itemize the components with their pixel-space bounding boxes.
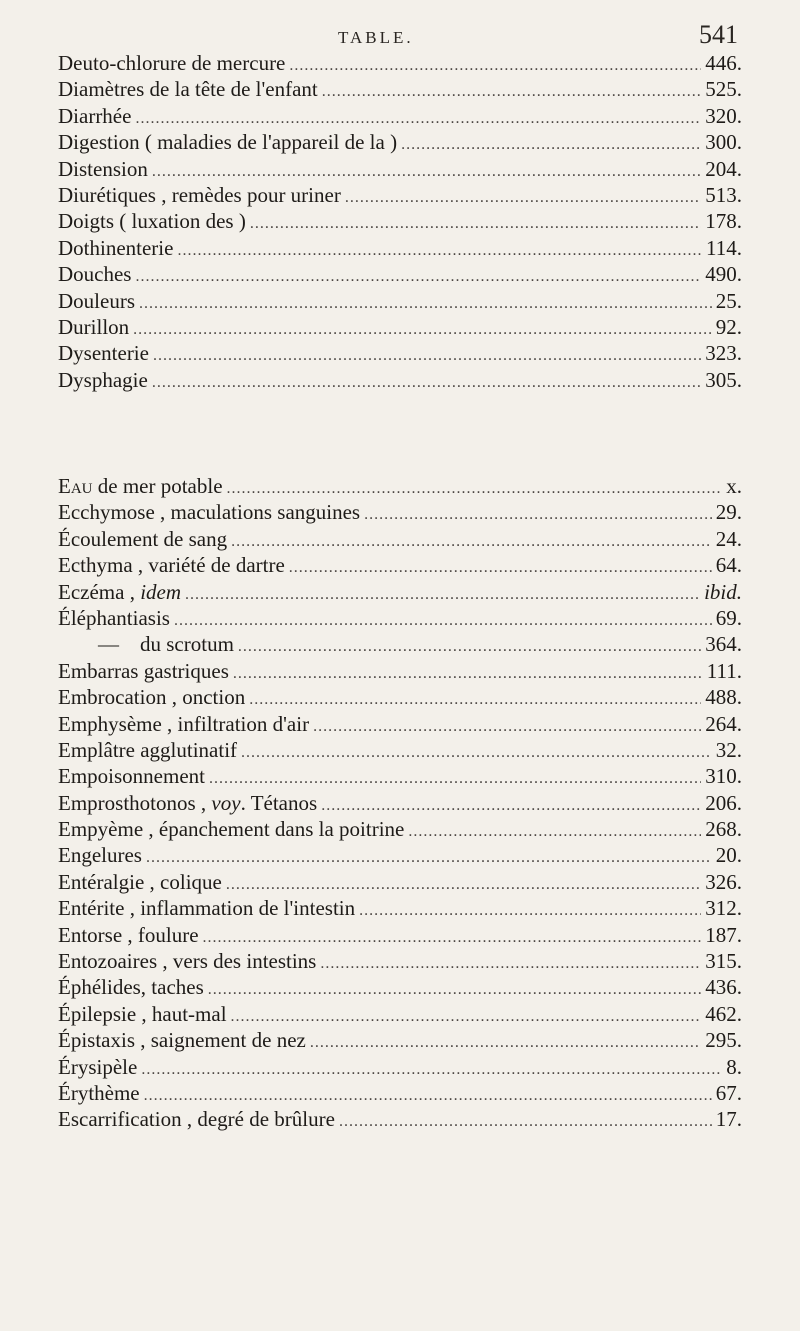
index-entry (58, 340, 742, 366)
index-page-ref: 323. (705, 341, 742, 366)
index-term: Diurétiques , remèdes pour uriner (58, 182, 341, 207)
dot-leader (241, 740, 712, 763)
index-term-lead: Eau (58, 474, 93, 498)
index-section-e (58, 473, 742, 1133)
dot-leader (401, 132, 701, 155)
dot-leader (322, 79, 702, 102)
index-page-ref: 24. (715, 526, 742, 551)
index-entry (58, 658, 742, 684)
dot-leader (289, 555, 712, 578)
index-entry (58, 605, 742, 631)
dot-leader (289, 53, 701, 76)
dot-leader (408, 819, 701, 842)
dot-leader (146, 845, 712, 868)
dot-leader (227, 476, 723, 499)
dot-leader (144, 1083, 712, 1106)
dot-leader (135, 264, 701, 287)
dot-leader (250, 211, 701, 234)
index-entry (58, 182, 742, 208)
index-page-ref: 525. (705, 77, 742, 102)
index-page-ref: 295. (705, 1028, 742, 1053)
index-term: Entorse , foulure (58, 922, 199, 947)
index-page-ref: 320. (705, 103, 742, 128)
index-page-ref: 312. (705, 896, 742, 921)
index-entry (58, 974, 742, 1000)
index-entry (58, 895, 742, 921)
dot-leader (226, 872, 701, 895)
index-term: Emplâtre agglutinatif (58, 737, 238, 762)
index-term: Empoisonnement (58, 764, 205, 789)
index-term: Deuto-chlorure de mercure (58, 51, 286, 75)
index-term: Embarras gastriques (58, 658, 229, 683)
index-entry (58, 314, 742, 340)
index-entry (58, 790, 742, 816)
dot-leader (313, 714, 701, 737)
dot-leader (238, 634, 701, 657)
index-entry (58, 1027, 742, 1053)
index-page-ref: 92. (715, 314, 742, 339)
index-term: Doigts ( luxation des ) (58, 209, 246, 234)
index-entry (58, 1106, 742, 1132)
index-term: Érysipèle (58, 1054, 138, 1079)
index-entry (58, 103, 742, 129)
dot-leader (310, 1030, 701, 1053)
index-term: Escarrification , degré de brûlure (58, 1107, 335, 1132)
index-page-ref: 300. (705, 130, 742, 155)
index-term: Douches (58, 262, 132, 287)
dot-leader (177, 238, 702, 261)
index-page-ref: 114. (706, 235, 742, 260)
index-entry (58, 76, 742, 102)
dot-leader (174, 608, 712, 631)
running-head (0, 20, 800, 50)
index-page-ref: x. (726, 474, 742, 498)
index-entry (58, 499, 742, 525)
index-entry (58, 367, 742, 393)
index-page-ref: 111. (706, 658, 742, 683)
index-term: Entéralgie , colique (58, 869, 222, 894)
index-page-ref: 64. (715, 553, 742, 578)
index-term: Épistaxis , saignement de nez (58, 1028, 306, 1053)
index-page-ref: 204. (705, 156, 742, 181)
index-entry (58, 684, 742, 710)
index-term: Dothinenterie (58, 235, 174, 260)
index-term: Engelures (58, 843, 142, 868)
dot-leader (321, 793, 701, 816)
dot-leader (141, 1057, 722, 1080)
dot-leader (208, 977, 701, 1000)
index-page-ref: 364. (705, 632, 742, 657)
index-entry (58, 869, 742, 895)
index-page-ref: 326. (705, 869, 742, 894)
index-term: Écoulement de sang (58, 526, 228, 551)
dot-leader (359, 898, 701, 921)
dot-leader (231, 529, 712, 552)
index-entry (58, 526, 742, 552)
index-term: Diamètres de la tête de l'enfant (58, 77, 318, 102)
index-entry (58, 631, 742, 657)
index-term: Distension (58, 156, 148, 181)
index-page-ref: 315. (705, 949, 742, 974)
index-section-d (58, 50, 742, 393)
index-term: Dysenterie (58, 341, 149, 366)
index-term: Emphysème , infiltration d'air (58, 711, 310, 736)
index-term: Ecthyma , variété de dartre (58, 553, 285, 578)
index-page-ref-italic: ibid. (704, 579, 742, 604)
index-term: Ecchymose , maculations sanguines (58, 500, 361, 525)
index-term: Embrocation , onction (58, 685, 246, 710)
dot-leader (152, 159, 701, 182)
index-page-ref: 513. (705, 182, 742, 207)
dot-leader (133, 317, 712, 340)
index-entry (58, 50, 742, 76)
index-entry (58, 156, 742, 182)
dot-leader (135, 106, 701, 129)
dot-leader (345, 185, 701, 208)
index-page-ref: 310. (705, 764, 742, 789)
dot-leader (203, 925, 702, 948)
index-page-ref: 20. (715, 843, 742, 868)
dot-leader (152, 370, 701, 393)
index-page-ref: 29. (715, 500, 742, 525)
index-entry (58, 842, 742, 868)
index-page-ref (704, 579, 742, 605)
index-entry (58, 129, 742, 155)
index-term: Diarrhée (58, 103, 132, 128)
page-number: 541 (699, 20, 738, 49)
index-page-ref: 32. (715, 737, 742, 762)
index-term-rest: de mer potable (92, 474, 223, 498)
index-page-ref: 187. (705, 922, 742, 947)
index-entry (58, 579, 742, 605)
index-term: Éléphantiasis (58, 605, 170, 630)
index-term (58, 473, 223, 499)
index-term: Dysphagie (58, 367, 148, 392)
index-entry (58, 763, 742, 789)
index-term-italic: voy (211, 790, 241, 815)
index-page-ref: 305. (705, 367, 742, 392)
dot-leader (320, 951, 701, 974)
dot-leader (185, 582, 700, 605)
index-term-after: . Tétanos (240, 790, 318, 815)
index-entry (58, 1001, 742, 1027)
index-page-ref: 488. (705, 685, 742, 710)
index-entry (58, 288, 742, 314)
index-page-ref: 490. (705, 262, 742, 287)
index-page-ref: 67. (715, 1080, 742, 1105)
index-page-ref: 8. (726, 1054, 742, 1079)
index-term: Empyème , épanchement dans la poitrine (58, 817, 405, 842)
index-term: Entérite , inflammation de l'intestin (58, 896, 356, 921)
dot-leader (339, 1109, 712, 1132)
index-entry (58, 816, 742, 842)
dot-leader (231, 1004, 702, 1027)
dot-leader (153, 343, 701, 366)
index-term: Douleurs (58, 288, 135, 313)
index-term-text: Eczéma , (58, 579, 141, 604)
index-page-ref: 462. (705, 1001, 742, 1026)
index-entry (58, 1080, 742, 1106)
index-term: Érythème (58, 1080, 140, 1105)
index-entry (58, 948, 742, 974)
index-entry (58, 552, 742, 578)
index-term: Durillon (58, 314, 130, 339)
running-title: TABLE. (338, 28, 414, 47)
index-entry (58, 711, 742, 737)
index-page-ref: 446. (705, 51, 742, 75)
index-page-ref: 206. (705, 790, 742, 815)
index-entry (58, 922, 742, 948)
index-term: Épilepsie , haut-mal (58, 1001, 227, 1026)
index-page-ref: 178. (705, 209, 742, 234)
dot-leader (139, 291, 712, 314)
index-term-italic: idem (140, 579, 182, 604)
index-term-text: Emprosthotonos , (58, 790, 212, 815)
index-subterm: — du scrotum (98, 632, 234, 657)
index-term: Éphélides, taches (58, 975, 204, 1000)
dot-leader (249, 687, 701, 710)
dot-leader (233, 661, 703, 684)
index-page-ref: 264. (705, 711, 742, 736)
index-page-ref: 268. (705, 817, 742, 842)
index-entry (58, 1054, 742, 1080)
index-term: Entozoaires , vers des intestins (58, 949, 317, 974)
index-page-ref: 436. (705, 975, 742, 1000)
index-page-ref: 17. (715, 1107, 742, 1132)
index-entry (58, 473, 742, 499)
index-page-ref: 25. (715, 288, 742, 313)
index-entry (58, 235, 742, 261)
dot-leader (364, 502, 712, 525)
index-term: Digestion ( maladies de l'appareil de la ) (58, 130, 398, 155)
index-term (58, 579, 181, 605)
index-entry (58, 737, 742, 763)
index-term (58, 790, 317, 816)
index-entry (58, 261, 742, 287)
index-entry (58, 208, 742, 234)
dot-leader (209, 766, 701, 789)
index-page-ref: 69. (715, 605, 742, 630)
